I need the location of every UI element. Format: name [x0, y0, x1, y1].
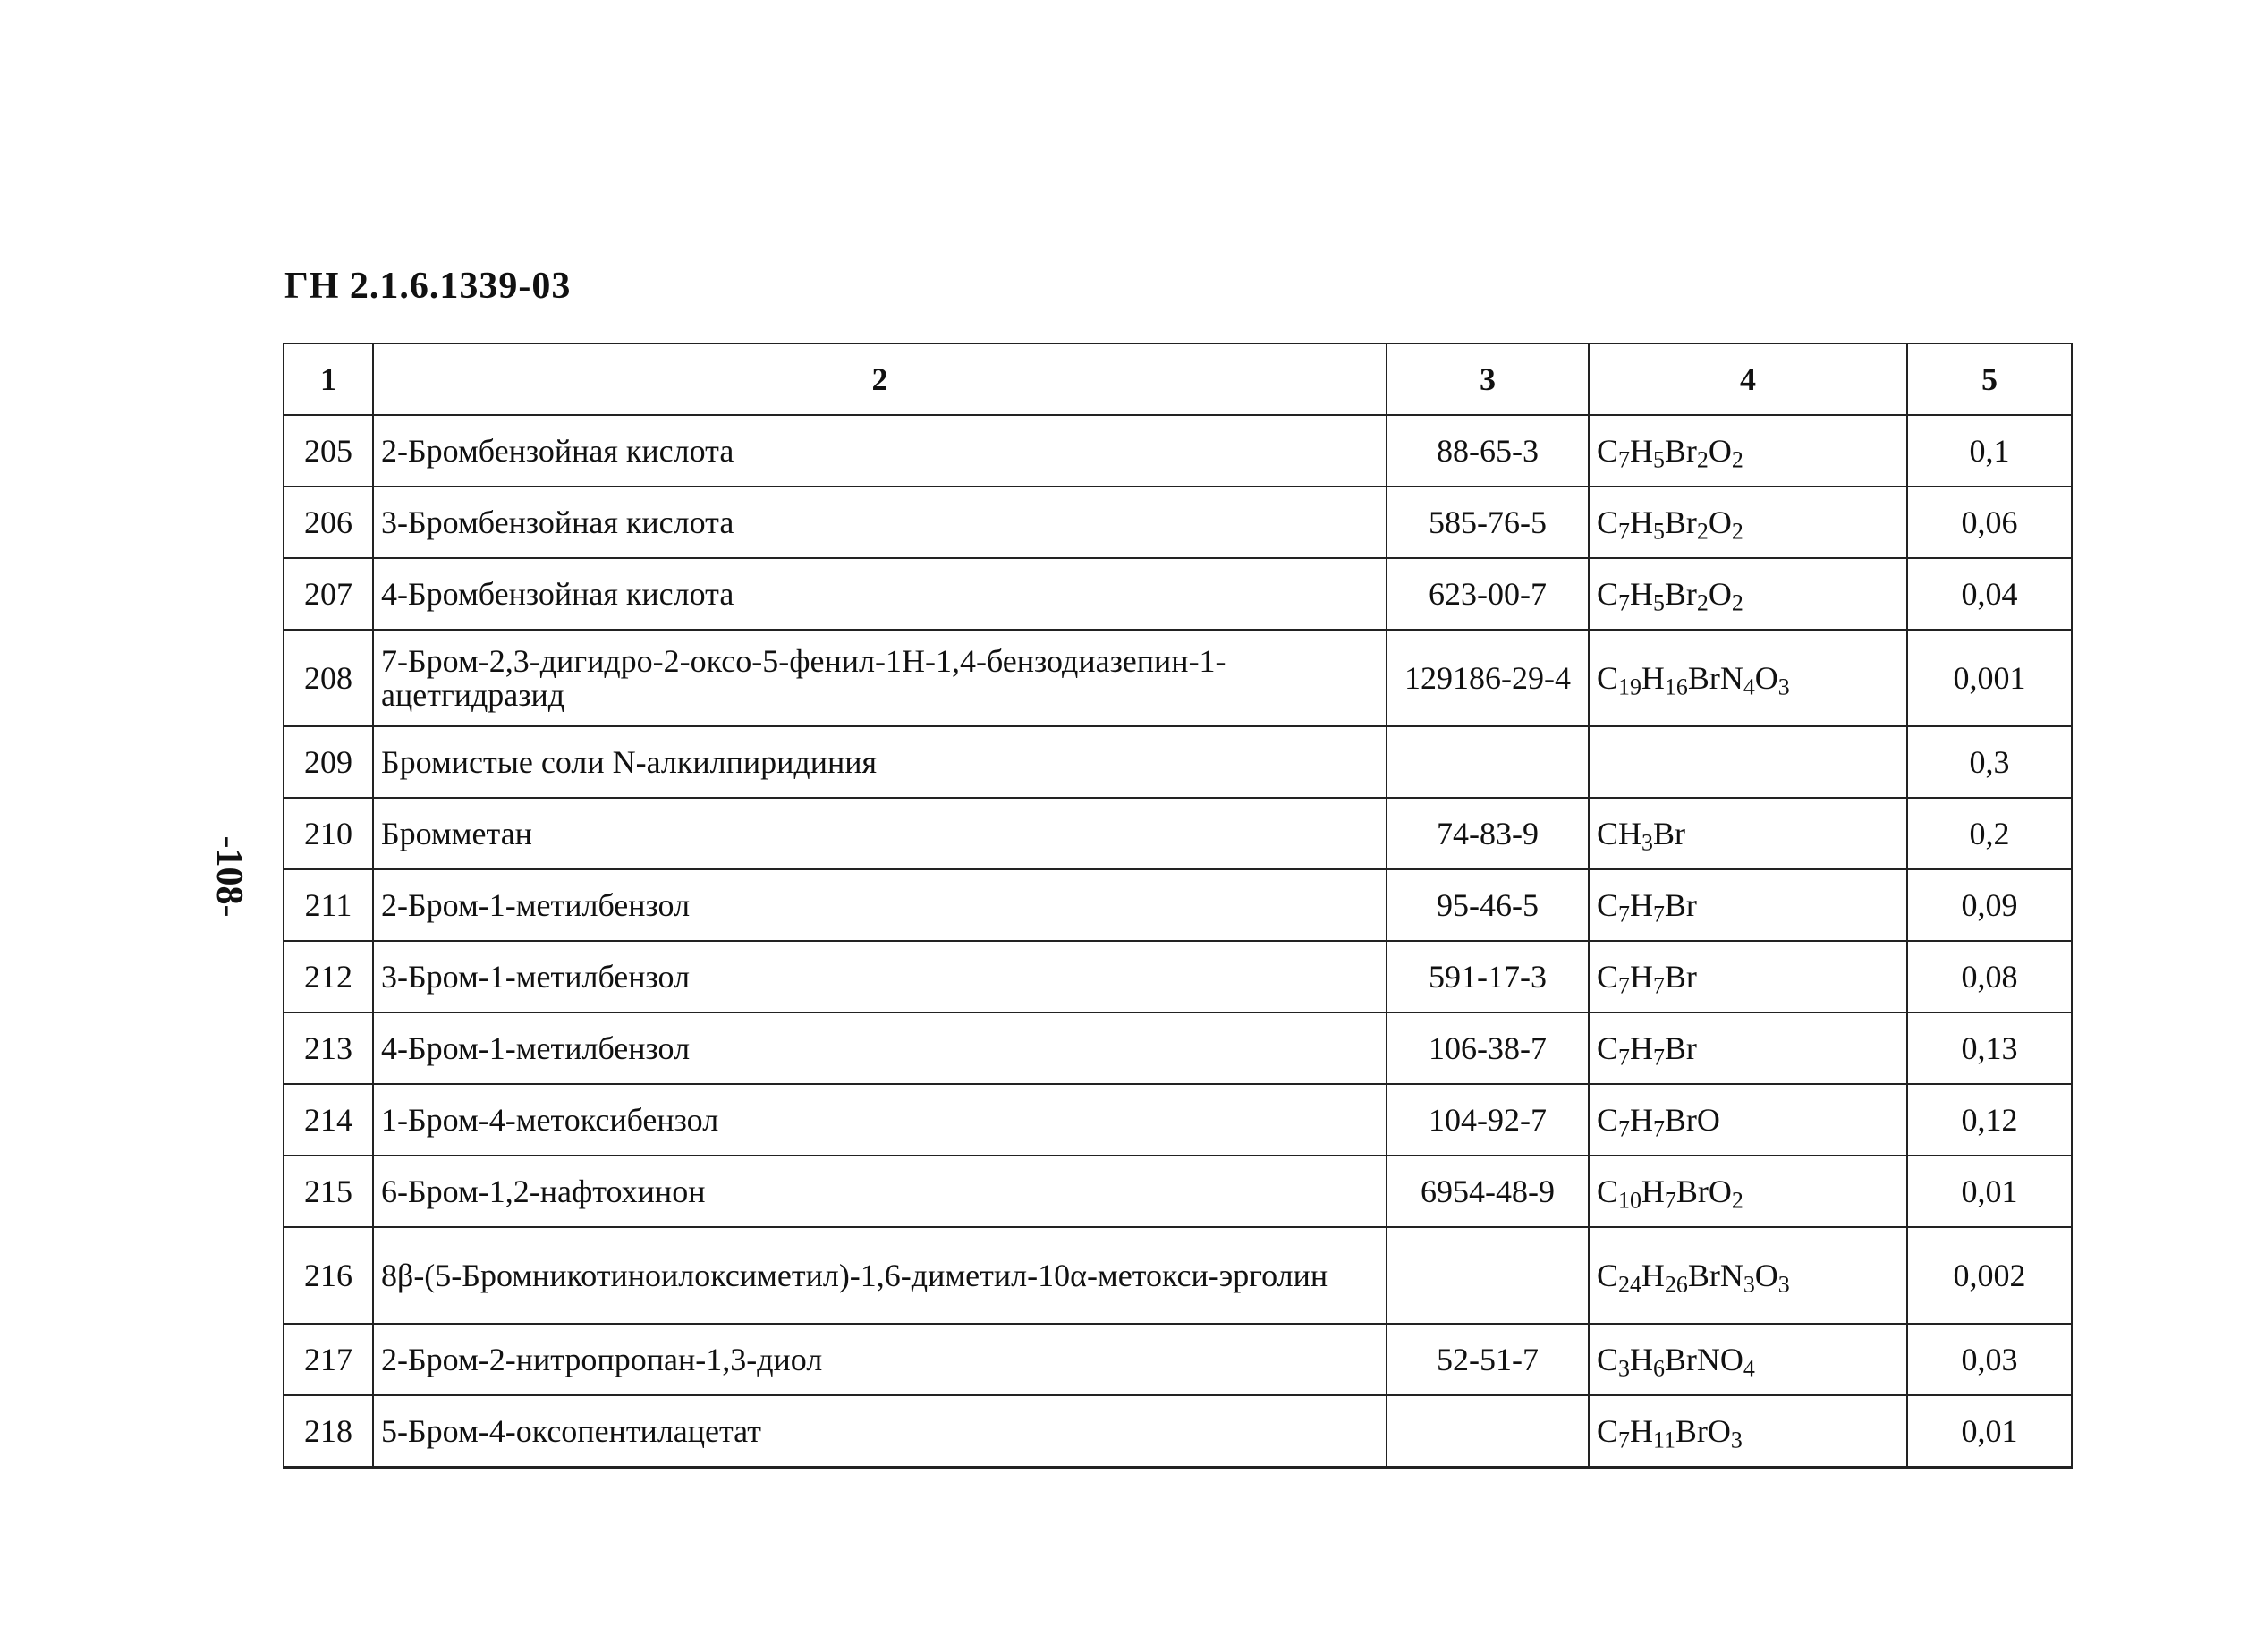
formula-element: Br: [1652, 816, 1685, 851]
value-cell: 0,01: [1907, 1156, 2072, 1227]
table-row: [284, 1084, 2072, 1156]
formula-element: C: [1597, 433, 1619, 469]
formula-subscript: 7: [1652, 1115, 1665, 1142]
column-header-4: 4: [1589, 343, 1907, 415]
cas-number-cell: 106-38-7: [1387, 1012, 1589, 1084]
formula-subscript: 3: [1641, 829, 1653, 856]
substance-name-cell: Бромметан: [373, 798, 1387, 869]
formula-element: Br: [1664, 887, 1697, 923]
value-cell: 0,01: [1907, 1395, 2072, 1468]
formula-subscript: 3: [1618, 1355, 1630, 1382]
formula-element: O: [1708, 433, 1732, 469]
formula-element: H: [1629, 1102, 1653, 1138]
formula-subscript: 3: [1777, 674, 1790, 700]
formula-subscript: 7: [1618, 901, 1630, 928]
formula-element: C: [1597, 504, 1619, 540]
value-cell: 0,001: [1907, 630, 2072, 726]
table-row: [284, 1227, 2072, 1324]
formula-element: H: [1629, 504, 1653, 540]
row-number-cell: 206: [284, 487, 373, 558]
value-cell: 0,3: [1907, 726, 2072, 798]
formula-element: Br: [1664, 1030, 1697, 1066]
cas-number-cell: 95-46-5: [1387, 869, 1589, 941]
formula-element: H: [1641, 660, 1665, 696]
substance-name-cell: 5-Бром-4-оксопентилацетат: [373, 1395, 1387, 1468]
formula-cell: [1589, 1227, 1907, 1324]
table-row: [284, 630, 2072, 726]
formula-element: C: [1597, 1030, 1619, 1066]
formula-element: C: [1597, 1258, 1619, 1293]
formula-subscript: 16: [1664, 674, 1688, 700]
document-header: ГН 2.1.6.1339-03: [284, 266, 572, 307]
formula-element: BrN: [1687, 1258, 1743, 1293]
formula-subscript: 6: [1652, 1355, 1665, 1382]
substance-name-cell: 6-Бром-1,2-нафтохинон: [373, 1156, 1387, 1227]
row-number-cell: 216: [284, 1227, 373, 1324]
cas-number-cell: 52-51-7: [1387, 1324, 1589, 1395]
formula-element: H: [1641, 1173, 1665, 1209]
formula-subscript: 7: [1652, 901, 1665, 928]
formula-cell: [1589, 630, 1907, 726]
formula-subscript: 24: [1618, 1271, 1641, 1298]
formula-element: H: [1629, 887, 1653, 923]
table-row: [284, 1012, 2072, 1084]
substance-name-cell: 2-Бром-1-метилбензол: [373, 869, 1387, 941]
cas-number-cell: 129186-29-4: [1387, 630, 1589, 726]
formula-element: C: [1597, 1342, 1619, 1377]
table-row: [284, 941, 2072, 1012]
formula-subscript: 26: [1664, 1271, 1688, 1298]
value-cell: 0,04: [1907, 558, 2072, 630]
formula-element: C: [1597, 660, 1619, 696]
row-number-cell: 208: [284, 630, 373, 726]
formula-element: O: [1754, 660, 1778, 696]
formula-cell: [1589, 558, 1907, 630]
value-cell: 0,1: [1907, 415, 2072, 487]
row-number-cell: 215: [284, 1156, 373, 1227]
formula-subscript: 2: [1731, 518, 1743, 545]
formula-subscript: 2: [1731, 446, 1743, 473]
row-number-cell: 218: [284, 1395, 373, 1468]
formula-cell: [1589, 1324, 1907, 1395]
formula-element: BrO: [1675, 1173, 1732, 1209]
formula-subscript: 7: [1618, 972, 1630, 999]
substance-name-cell: 3-Бромбензойная кислота: [373, 487, 1387, 558]
formula-cell: [1589, 941, 1907, 1012]
column-header-3: 3: [1387, 343, 1589, 415]
substance-name-cell: 4-Бромбензойная кислота: [373, 558, 1387, 630]
substances-table: [283, 343, 2073, 1469]
formula-cell: [1589, 1156, 1907, 1227]
formula-cell: [1589, 726, 1907, 798]
formula-element: C: [1597, 576, 1619, 612]
formula-subscript: 7: [1618, 1044, 1630, 1071]
cas-number-cell: 591-17-3: [1387, 941, 1589, 1012]
formula-cell: [1589, 869, 1907, 941]
value-cell: 0,03: [1907, 1324, 2072, 1395]
formula-element: H: [1629, 433, 1653, 469]
formula-element: C: [1597, 1173, 1619, 1209]
value-cell: 0,08: [1907, 941, 2072, 1012]
value-cell: 0,09: [1907, 869, 2072, 941]
formula-cell: [1589, 1084, 1907, 1156]
formula-element: H: [1629, 576, 1653, 612]
formula-subscript: 2: [1696, 589, 1709, 616]
column-header-2: 2: [373, 343, 1387, 415]
formula-subscript: 2: [1731, 1187, 1743, 1214]
table-row: [284, 415, 2072, 487]
formula-cell: [1589, 415, 1907, 487]
formula-element: H: [1629, 1342, 1653, 1377]
formula-subscript: 5: [1652, 518, 1665, 545]
row-number-cell: 212: [284, 941, 373, 1012]
formula-element: C: [1597, 959, 1619, 995]
cas-number-cell: 104-92-7: [1387, 1084, 1589, 1156]
row-number-cell: 211: [284, 869, 373, 941]
value-cell: 0,2: [1907, 798, 2072, 869]
formula-element: Br: [1664, 504, 1697, 540]
cas-number-cell: [1387, 1395, 1589, 1468]
substance-name-cell: 7-Бром-2,3-дигидро-2-оксо-5-фенил-1Н-1,4-бензодиазепин-1-ацетгидразид: [373, 630, 1387, 726]
formula-subscript: 7: [1652, 972, 1665, 999]
formula-element: BrNO: [1664, 1342, 1743, 1377]
formula-subscript: 7: [1664, 1187, 1676, 1214]
formula-subscript: 5: [1652, 589, 1665, 616]
cas-number-cell: 88-65-3: [1387, 415, 1589, 487]
value-cell: 0,002: [1907, 1227, 2072, 1324]
formula-subscript: 5: [1652, 446, 1665, 473]
formula-element: C: [1597, 1413, 1619, 1449]
formula-subscript: 7: [1618, 446, 1630, 473]
table-row: [284, 558, 2072, 630]
formula-subscript: 10: [1618, 1187, 1641, 1214]
table-row: [284, 1395, 2072, 1468]
formula-subscript: 11: [1652, 1427, 1675, 1453]
table-row: [284, 869, 2072, 941]
value-cell: 0,06: [1907, 487, 2072, 558]
cas-number-cell: 623-00-7: [1387, 558, 1589, 630]
formula-element: H: [1629, 959, 1653, 995]
formula-cell: [1589, 1012, 1907, 1084]
formula-element: H: [1629, 1030, 1653, 1066]
page-number: -108-: [208, 835, 250, 918]
row-number-cell: 205: [284, 415, 373, 487]
row-number-cell: 210: [284, 798, 373, 869]
table-row: [284, 798, 2072, 869]
formula-subscript: 7: [1618, 1115, 1630, 1142]
formula-subscript: 4: [1743, 1355, 1755, 1382]
formula-subscript: 7: [1618, 518, 1630, 545]
formula-subscript: 2: [1696, 446, 1709, 473]
substance-name-cell: 1-Бром-4-метоксибензол: [373, 1084, 1387, 1156]
value-cell: 0,13: [1907, 1012, 2072, 1084]
formula-element: H: [1641, 1258, 1665, 1293]
table-row: [284, 1156, 2072, 1227]
formula-element: BrN: [1687, 660, 1743, 696]
formula-element: C: [1597, 1102, 1619, 1138]
column-header-1: 1: [284, 343, 373, 415]
formula-subscript: 7: [1652, 1044, 1665, 1071]
table-row: [284, 726, 2072, 798]
formula-cell: [1589, 798, 1907, 869]
cas-number-cell: 6954-48-9: [1387, 1156, 1589, 1227]
formula-element: Br: [1664, 959, 1697, 995]
formula-subscript: 19: [1618, 674, 1641, 700]
formula-cell: [1589, 487, 1907, 558]
substance-name-cell: 4-Бром-1-метилбензол: [373, 1012, 1387, 1084]
cas-number-cell: 74-83-9: [1387, 798, 1589, 869]
formula-subscript: 3: [1777, 1271, 1790, 1298]
row-number-cell: 214: [284, 1084, 373, 1156]
table-body: [284, 415, 2072, 1468]
cas-number-cell: 585-76-5: [1387, 487, 1589, 558]
row-number-cell: 209: [284, 726, 373, 798]
formula-subscript: 2: [1731, 589, 1743, 616]
row-number-cell: 207: [284, 558, 373, 630]
cas-number-cell: [1387, 1227, 1589, 1324]
formula-element: BrO: [1664, 1102, 1720, 1138]
substance-name-cell: 2-Бромбензойная кислота: [373, 415, 1387, 487]
formula-subscript: 7: [1618, 589, 1630, 616]
formula-element: Br: [1664, 433, 1697, 469]
formula-element: O: [1708, 504, 1732, 540]
formula-element: O: [1708, 576, 1732, 612]
value-cell: 0,12: [1907, 1084, 2072, 1156]
formula-subscript: 7: [1618, 1427, 1630, 1453]
formula-element: C: [1597, 887, 1619, 923]
formula-element: BrO: [1675, 1413, 1731, 1449]
formula-element: Br: [1664, 576, 1697, 612]
formula-subscript: 2: [1696, 518, 1709, 545]
formula-subscript: 3: [1743, 1271, 1755, 1298]
table-row: [284, 1324, 2072, 1395]
substance-name-cell: 8β-(5-Бромникотиноилоксиметил)-1,6-диметил-10α-метокси-эрголин: [373, 1227, 1387, 1324]
table-header-row: [284, 343, 2072, 415]
formula-subscript: 3: [1730, 1427, 1743, 1453]
table-row: [284, 487, 2072, 558]
substance-name-cell: 3-Бром-1-метилбензол: [373, 941, 1387, 1012]
formula-cell: [1589, 1395, 1907, 1468]
substance-name-cell: Бромистые соли N-алкилпиридиния: [373, 726, 1387, 798]
row-number-cell: 213: [284, 1012, 373, 1084]
formula-subscript: 4: [1743, 674, 1755, 700]
cas-number-cell: [1387, 726, 1589, 798]
formula-element: O: [1754, 1258, 1778, 1293]
substance-name-cell: 2-Бром-2-нитропропан-1,3-диол: [373, 1324, 1387, 1395]
row-number-cell: 217: [284, 1324, 373, 1395]
formula-element: CH: [1597, 816, 1642, 851]
column-header-5: 5: [1907, 343, 2072, 415]
formula-element: H: [1629, 1413, 1653, 1449]
